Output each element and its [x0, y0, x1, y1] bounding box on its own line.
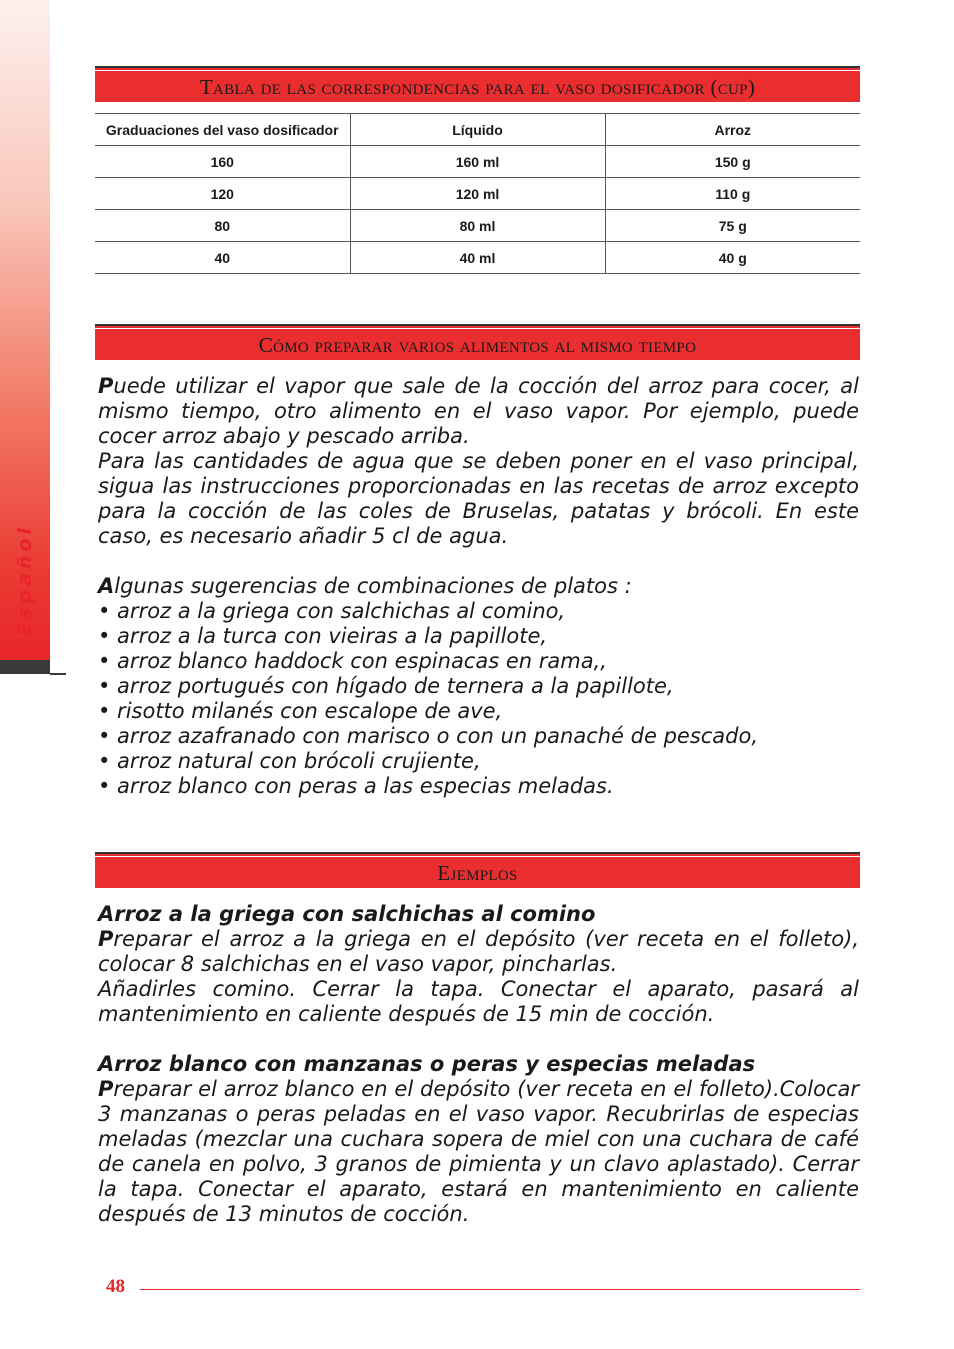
cup-table-header-bar [95, 66, 860, 102]
table-row [95, 242, 860, 274]
column-header: Líquido [350, 114, 605, 146]
drop-cap: P [98, 927, 114, 951]
examples-body [98, 902, 859, 1227]
column-header: Graduaciones del vaso dosificador [95, 114, 350, 146]
simultaneous-body [98, 374, 859, 799]
footer-rule [140, 1289, 860, 1290]
table-row [95, 210, 860, 242]
simultaneous-title: Cómo preparar varios alimentos al mismo tiempo [258, 332, 697, 357]
water-paragraph: Para las cantidades de agua que se deben poner en el vaso principal, sigua las instrucciones proporcionadas en las recetas de arroz excepto para la cocción de las coles de Bruselas, patatas y brócoli. En este caso, es necesario añadir 5 cl de agua. [98, 449, 859, 548]
table-cell: 40 ml [350, 242, 605, 274]
recipe-step: Añadirles comino. Cerrar la tapa. Conectar el aparato, pasará al mantenimiento en caliente después de 15 min de cocción. [98, 977, 859, 1026]
cup-correspondence-table [95, 113, 860, 274]
table-cell: 80 ml [350, 210, 605, 242]
language-label: Español [14, 524, 36, 636]
list-item: • arroz blanco con peras a las especias meladas. [98, 774, 614, 798]
recipe-step [98, 927, 859, 977]
table-cell: 110 g [605, 178, 860, 210]
paragraph-text: reparar el arroz blanco en el depósito (ver receta en el folleto).Colocar 3 manzanas o peras peladas en el vaso vapor. Recubrirlas de especias meladas (mezclar una cuchara sopera de miel con una cuchara de café de canela en polvo, 3 granos de pimienta y un clavo aplastado). Cerrar la tapa. Conectar el aparato, estará en mantenimiento en caliente después de 13 minutos de cocción. [98, 1077, 859, 1226]
list-item: • arroz azafranado con marisco o con un panaché de pescado, [98, 724, 759, 748]
cup-table-title: Tabla de las correspondencias para el vaso dosificador (cup) [199, 74, 756, 99]
recipe-step [98, 1077, 859, 1227]
paragraph-text: lgunas sugerencias de combinaciones de platos : [114, 574, 632, 598]
table-cell: 160 [95, 146, 350, 178]
list-item: • arroz natural con brócoli crujiente, [98, 749, 481, 773]
list-item: • risotto milanés con escalope de ave, [98, 699, 503, 723]
table-cell: 160 ml [350, 146, 605, 178]
column-header: Arroz [605, 114, 860, 146]
paragraph-text: uede utilizar el vapor que sale de la cocción del arroz para cocer, al mismo tiempo, otro alimento en el vaso vapor. Por ejemplo, puede cocer arroz abajo y pescado arriba. [98, 374, 859, 448]
drop-cap: P [98, 374, 114, 398]
drop-cap: A [98, 574, 115, 598]
paragraph-spacer [98, 549, 859, 574]
table-header-row [95, 114, 860, 146]
list-item: • arroz a la griega con salchichas al comino, [98, 599, 566, 623]
table-cell: 40 [95, 242, 350, 274]
table-cell: 40 g [605, 242, 860, 274]
side-tab-foot [0, 660, 50, 674]
examples-header-bar [95, 852, 860, 888]
examples-title: Ejemplos [437, 860, 518, 885]
paragraph-spacer [98, 1027, 859, 1052]
table-cell: 120 ml [350, 178, 605, 210]
intro-paragraph [98, 374, 859, 449]
drop-cap: P [98, 1077, 114, 1101]
recipe-title: Arroz blanco con manzanas o peras y especias meladas [98, 1052, 756, 1076]
table-cell: 120 [95, 178, 350, 210]
table-cell: 75 g [605, 210, 860, 242]
side-tab-rule [50, 673, 66, 675]
paragraph-text: reparar el arroz a la griega en el depósito (ver receta en el folleto), colocar 8 salchichas en el vaso vapor, pincharlas. [98, 927, 859, 976]
list-item: • arroz a la turca con vieiras a la papillote, [98, 624, 548, 648]
table-row [95, 146, 860, 178]
simultaneous-header-bar [95, 324, 860, 360]
suggestions-intro [98, 574, 859, 599]
page-number: 48 [106, 1276, 125, 1297]
recipe-title: Arroz a la griega con salchichas al comino [98, 902, 596, 926]
list-item: • arroz blanco haddock con espinacas en rama,, [98, 649, 607, 673]
table-cell: 80 [95, 210, 350, 242]
table-cell: 150 g [605, 146, 860, 178]
table-row [95, 178, 860, 210]
list-item: • arroz portugués con hígado de ternera a la papillote, [98, 674, 674, 698]
